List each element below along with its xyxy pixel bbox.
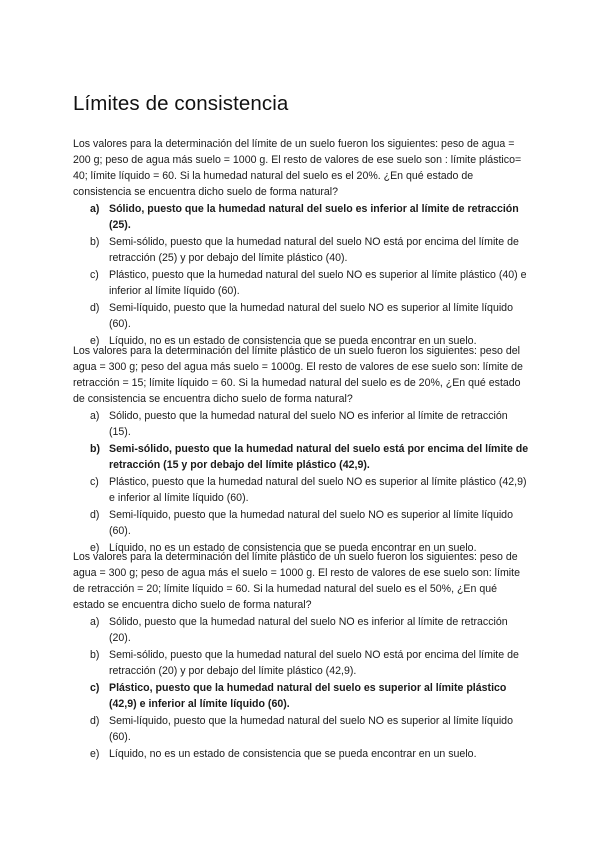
- option-text: Plástico, puesto que la humedad natural del suelo NO es superior al límite plástico (40) e inferior al límite líquido (60).: [109, 269, 527, 297]
- option-e: [73, 746, 531, 762]
- option-b: [73, 441, 531, 473]
- option-b: [73, 647, 531, 679]
- question-stem: Los valores para la determinación del límite plástico de un suelo fueron los siguientes: peso del agua = 300 g; peso del agua más suelo = 1000g. El resto de valores de ese suelo son: límite de retracción = 15; límite líquido = 60. Si la humedad natural del suelo es de 20%, ¿En qué estado de consistencia se encuentra dicho suelo de forma natural?: [73, 345, 523, 405]
- option-letter: e): [90, 748, 100, 760]
- question-3: [73, 549, 531, 762]
- option-letter: a): [90, 616, 100, 628]
- option-text: Semi-sólido, puesto que la humedad natural del suelo NO está por encima del límite de retracción (25) y por debajo del límite plástico (40).: [109, 236, 519, 264]
- option-text: Sólido, puesto que la humedad natural del suelo es inferior al límite de retracción (25).: [109, 203, 519, 231]
- option-letter: c): [90, 476, 99, 488]
- option-letter: d): [90, 302, 100, 314]
- option-c: [73, 267, 531, 299]
- question-stem: Los valores para la determinación del límite plástico de un suelo fueron los siguientes: peso de agua = 300 g; peso de agua más el suelo = 1000 g. El resto de valores de ese suelo son: límite de retracción = 20; límite líquido = 60. Si la humedad natural del suelo es el 50%, ¿En qué estado se encuentra dicho suelo de forma natural?: [73, 551, 520, 611]
- page-title: Límites de consistencia: [73, 92, 289, 115]
- option-list: [73, 201, 531, 349]
- option-text: Plástico, puesto que la humedad natural del suelo es superior al límite plástico (42,9) e inferior al límite líquido (60).: [109, 682, 507, 710]
- option-text: Líquido, no es un estado de consistencia que se pueda encontrar en un suelo.: [109, 542, 477, 554]
- option-letter: d): [90, 715, 100, 727]
- option-text: Plástico, puesto que la humedad natural del suelo NO es superior al límite plástico (42,9) e inferior al límite líquido (60).: [109, 476, 527, 504]
- option-text: Semi-sólido, puesto que la humedad natural del suelo está por encima del límite de retracción (15 y por debajo del límite plástico (42,9).: [109, 443, 529, 471]
- option-text: Líquido, no es un estado de consistencia que se pueda encontrar en un suelo.: [109, 748, 477, 760]
- option-letter: b): [90, 443, 100, 455]
- option-c: [73, 474, 531, 506]
- option-text: Semi-sólido, puesto que la humedad natural del suelo NO está por encima del límite de retracción (20) y por debajo del límite plástico (42,9).: [109, 649, 519, 677]
- option-d: [73, 507, 531, 539]
- question-1: [73, 136, 531, 349]
- option-c: [73, 680, 531, 712]
- option-text: Semi-líquido, puesto que la humedad natural del suelo NO es superior al límite líquido (60).: [109, 715, 513, 743]
- option-list: [73, 614, 531, 762]
- option-a: [73, 614, 531, 646]
- option-text: Sólido, puesto que la humedad natural del suelo NO es inferior al límite de retracción (15).: [109, 410, 508, 438]
- option-letter: d): [90, 509, 100, 521]
- option-d: [73, 300, 531, 332]
- option-text: Semi-líquido, puesto que la humedad natural del suelo NO es superior al límite líquido (60).: [109, 302, 513, 330]
- option-letter: e): [90, 335, 100, 347]
- question-2: [73, 343, 531, 556]
- option-a: [73, 408, 531, 440]
- option-letter: e): [90, 542, 100, 554]
- option-text: Semi-líquido, puesto que la humedad natural del suelo NO es superior al límite líquido (60).: [109, 509, 513, 537]
- option-letter: a): [90, 410, 100, 422]
- option-letter: c): [90, 269, 99, 281]
- option-text: Sólido, puesto que la humedad natural del suelo NO es inferior al límite de retracción (20).: [109, 616, 508, 644]
- option-text: Líquido, no es un estado de consistencia que se pueda encontrar en un suelo.: [109, 335, 477, 347]
- question-stem: Los valores para la determinación del límite de un suelo fueron los siguientes: peso de agua = 200 g; peso de agua más suelo = 1000 g. El resto de valores de ese suelo son : límite plástico= 40; límite líquido = 60. Si la humedad natural del suelo es el 20%. ¿En qué estado de consistencia se encuentra dicho suelo de forma natural?: [73, 138, 522, 198]
- option-a: [73, 201, 531, 233]
- option-b: [73, 234, 531, 266]
- option-letter: c): [90, 682, 100, 694]
- option-letter: b): [90, 236, 100, 248]
- option-d: [73, 713, 531, 745]
- option-letter: a): [90, 203, 100, 215]
- option-list: [73, 408, 531, 556]
- option-letter: b): [90, 649, 100, 661]
